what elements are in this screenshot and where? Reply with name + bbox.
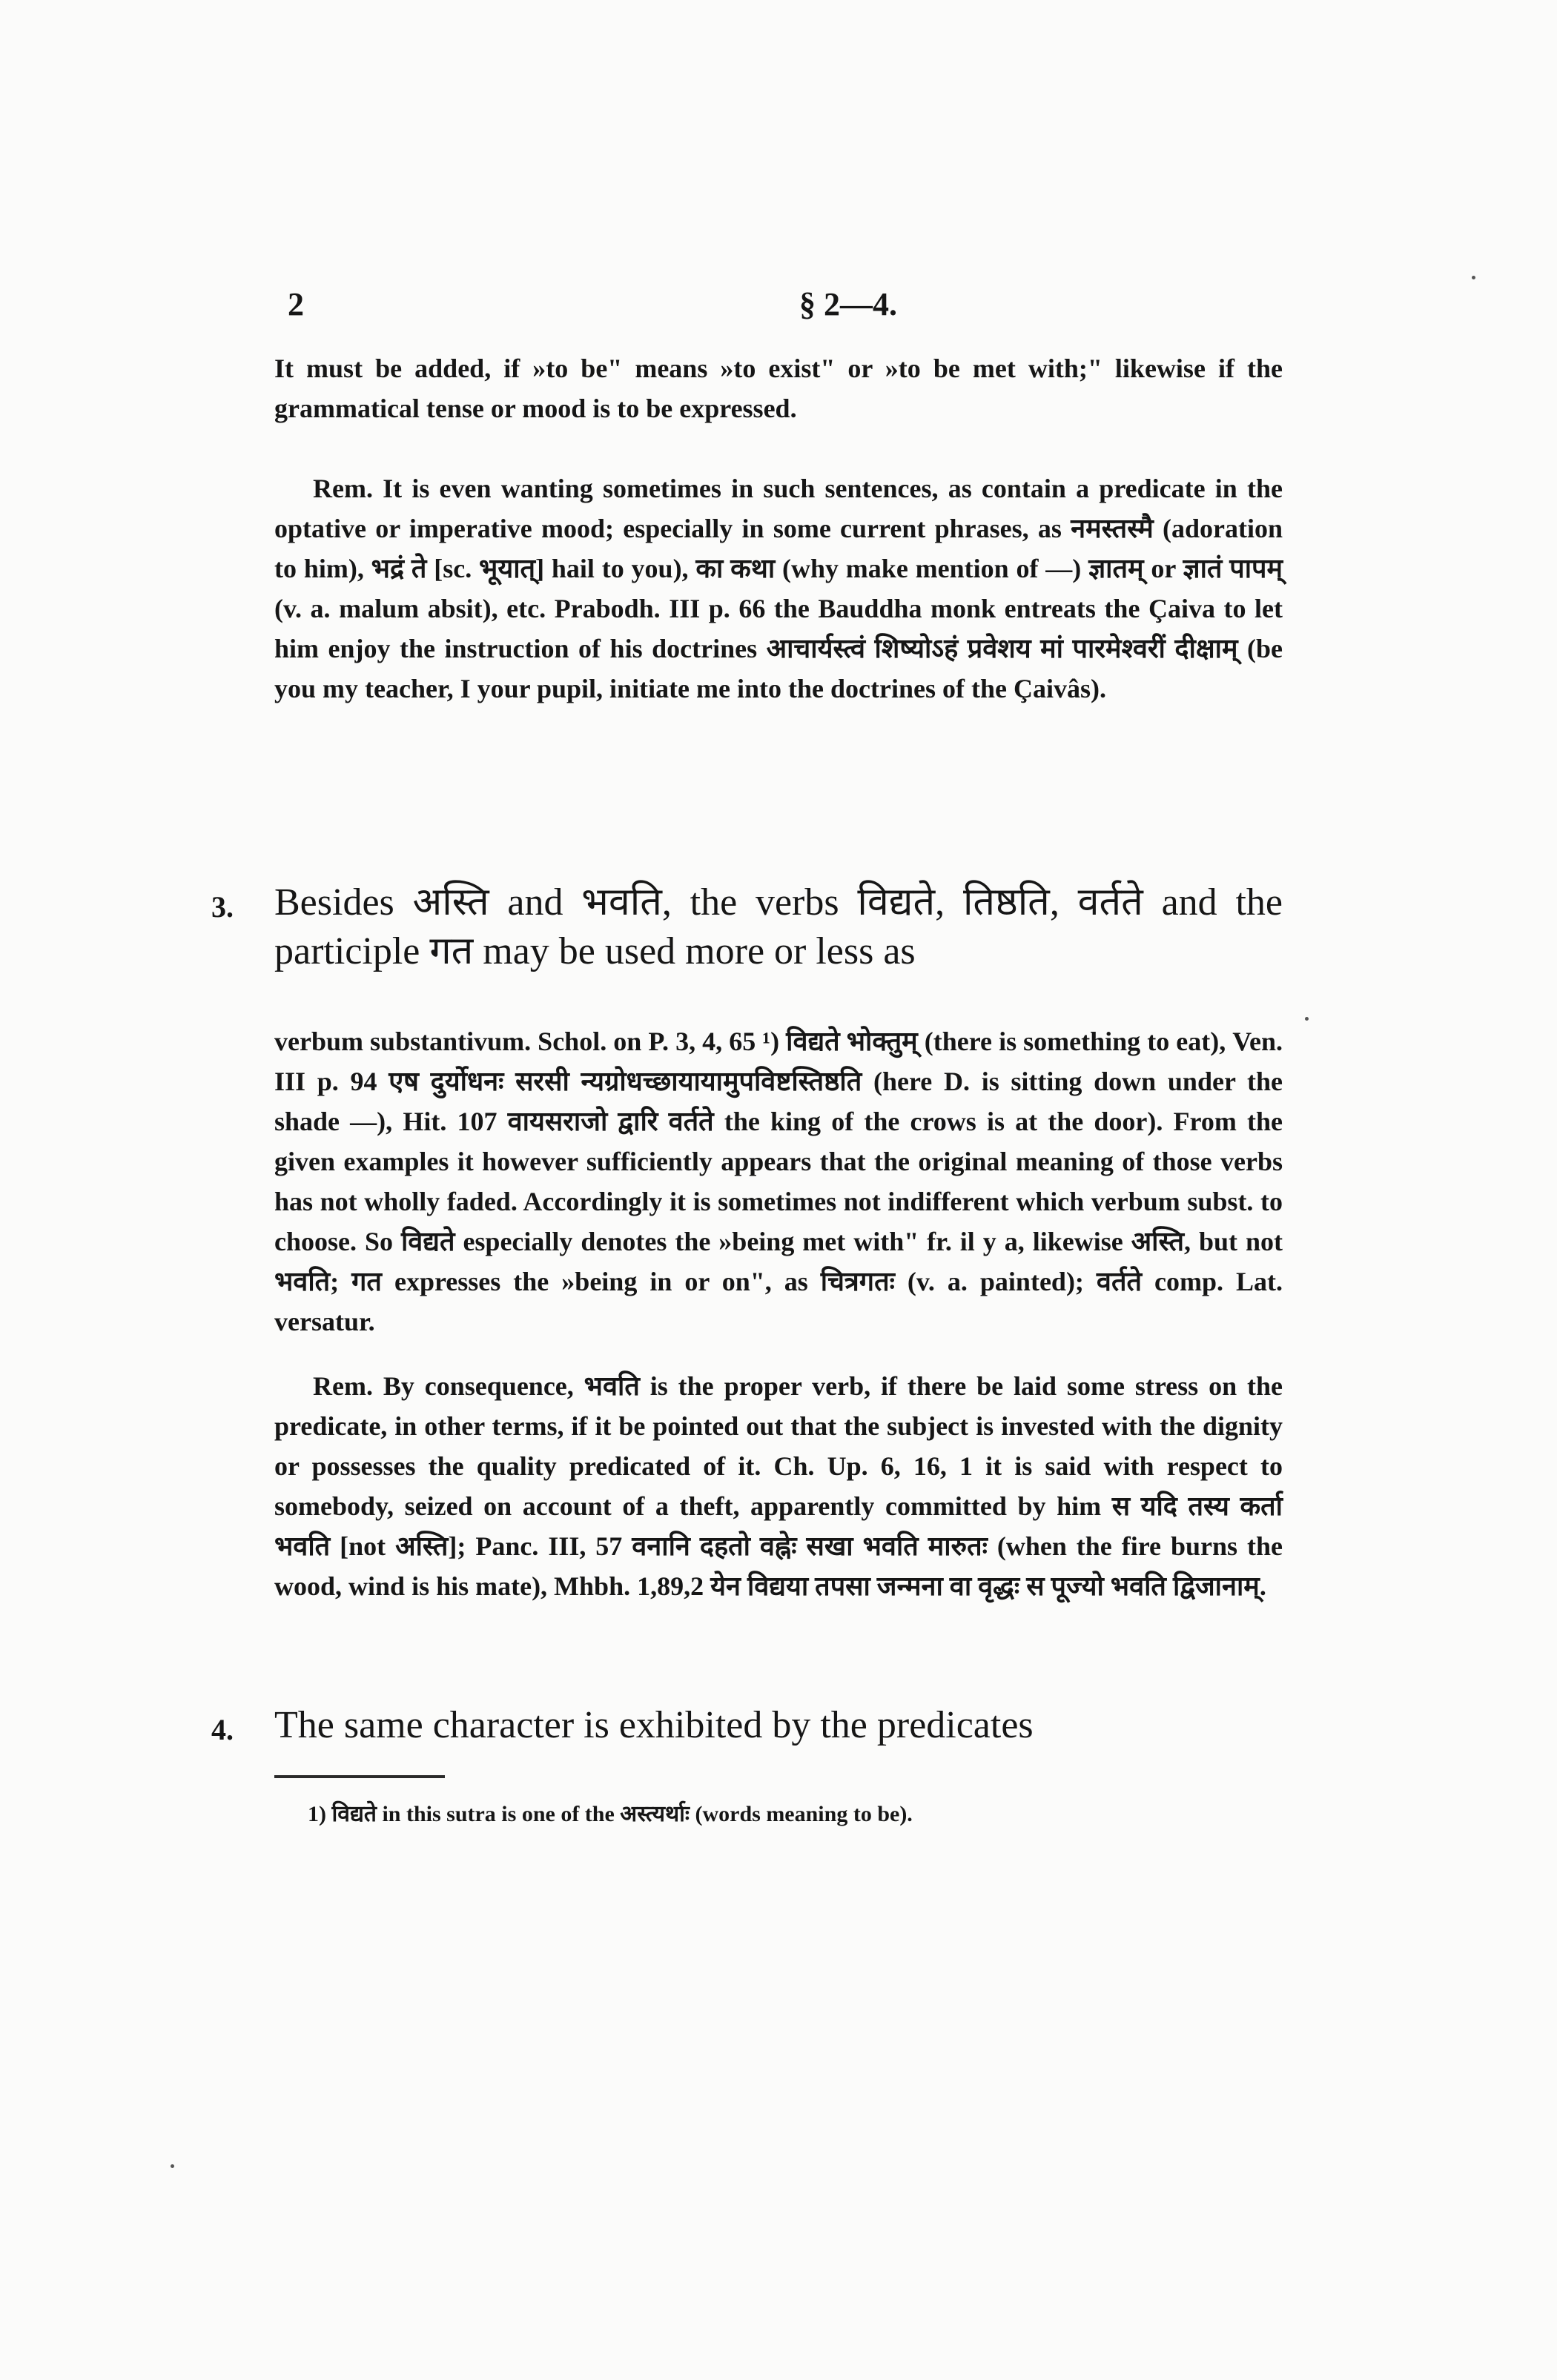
paper-speck: [1472, 276, 1475, 279]
paragraph-remark-2: Rem. By consequence, भवति is the proper verb, if there be laid some stress on the predicate, in other terms, if it be pointed out that the subject is invested with the dignity or possesses the quality predicated of it. Ch. Up. 6, 16, 1 it is said with respect to somebody, seized on account of a theft, apparently committed by him स यदि तस्य कर्ता भवति [not अस्ति]; Panc. III, 57 वनानि दहतो वह्नेः सखा भवति मारुतः (when the fire burns the wood, wind is his mate), Mhbh. 1,89,2 येन विद्यया तपसा जन्मना वा वृद्धः स पूज्यो भवति द्विजानाम्.: [274, 1371, 1283, 1601]
section-3-lead-text: Besides अस्ति and भवति, the verbs विद्यते, तिष्ठति, वर्तते and the participle गत may be used more or less as: [274, 881, 1283, 972]
section-4-lead: [211, 1701, 1283, 1750]
section-4-number: 4.: [211, 1713, 234, 1746]
paragraph-section-3: verbum substantivum. Schol. on P. 3, 4, 65 ¹) विद्यते भोक्तुम् (there is something to eat), Ven. III p. 94 एष दुर्योधनः सरसी न्यग्रोधच्छायायामुपविष्टस्तिष्ठति (here D. is sitting down under the shade —), Hit. 107 वायसराजो द्वारि वर्तते the king of the crows is at the door). From the given examples it however sufficiently appears that the original meaning of those verbs has not wholly faded. Accordingly it is sometimes not indifferent which verbum subst. to choose. So विद्यते especially denotes the »being met with" fr. il y a, likewise अस्ति, but not भवति; गत expresses the »being in or on", as चित्रगतः (v. a. painted); वर्तते comp. Lat. versatur.: [274, 1027, 1283, 1336]
paragraph-remark-1: Rem. It is even wanting sometimes in such sentences, as contain a predicate in the optative or imperative mood; especially in some current phrases, as नमस्तस्मै (adoration to him), भद्रं ते [sc. भूयात्] hail to you), का कथा (why make mention of —) ज्ञातम् or ज्ञातं पापम् (v. a. malum absit), etc. Prabodh. III p. 66 the Bauddha monk entreats the Çaiva to let him enjoy the instruction of his doctrines आचार्यस्त्वं शिष्योऽहं प्रवेशय मां पारमेश्वरीं दीक्षाम् (be you my teacher, I your pupil, initiate me into the doctrines of the Çaivâs).: [274, 474, 1283, 703]
paragraph-intro: It must be added, if »to be" means »to exist" or »to be met with;" likewise if the grammatical tense or mood is to be expressed.: [274, 354, 1283, 423]
section-range: § 2—4.: [799, 286, 897, 322]
section-3-lead: [211, 878, 1283, 976]
page-number: 2: [288, 286, 304, 322]
paper-speck: [1305, 1017, 1309, 1021]
footnote-rule: [274, 1775, 445, 1778]
page-header: [288, 285, 1289, 330]
footnote: 1) विद्यते in this sutra is one of the अस्त्यर्थाः (words meaning to be).: [308, 1802, 913, 1826]
paper-speck: [171, 2164, 174, 2168]
section-4-lead-text: The same character is exhibited by the predicates: [274, 1704, 1034, 1746]
section-3-number: 3.: [211, 890, 234, 924]
